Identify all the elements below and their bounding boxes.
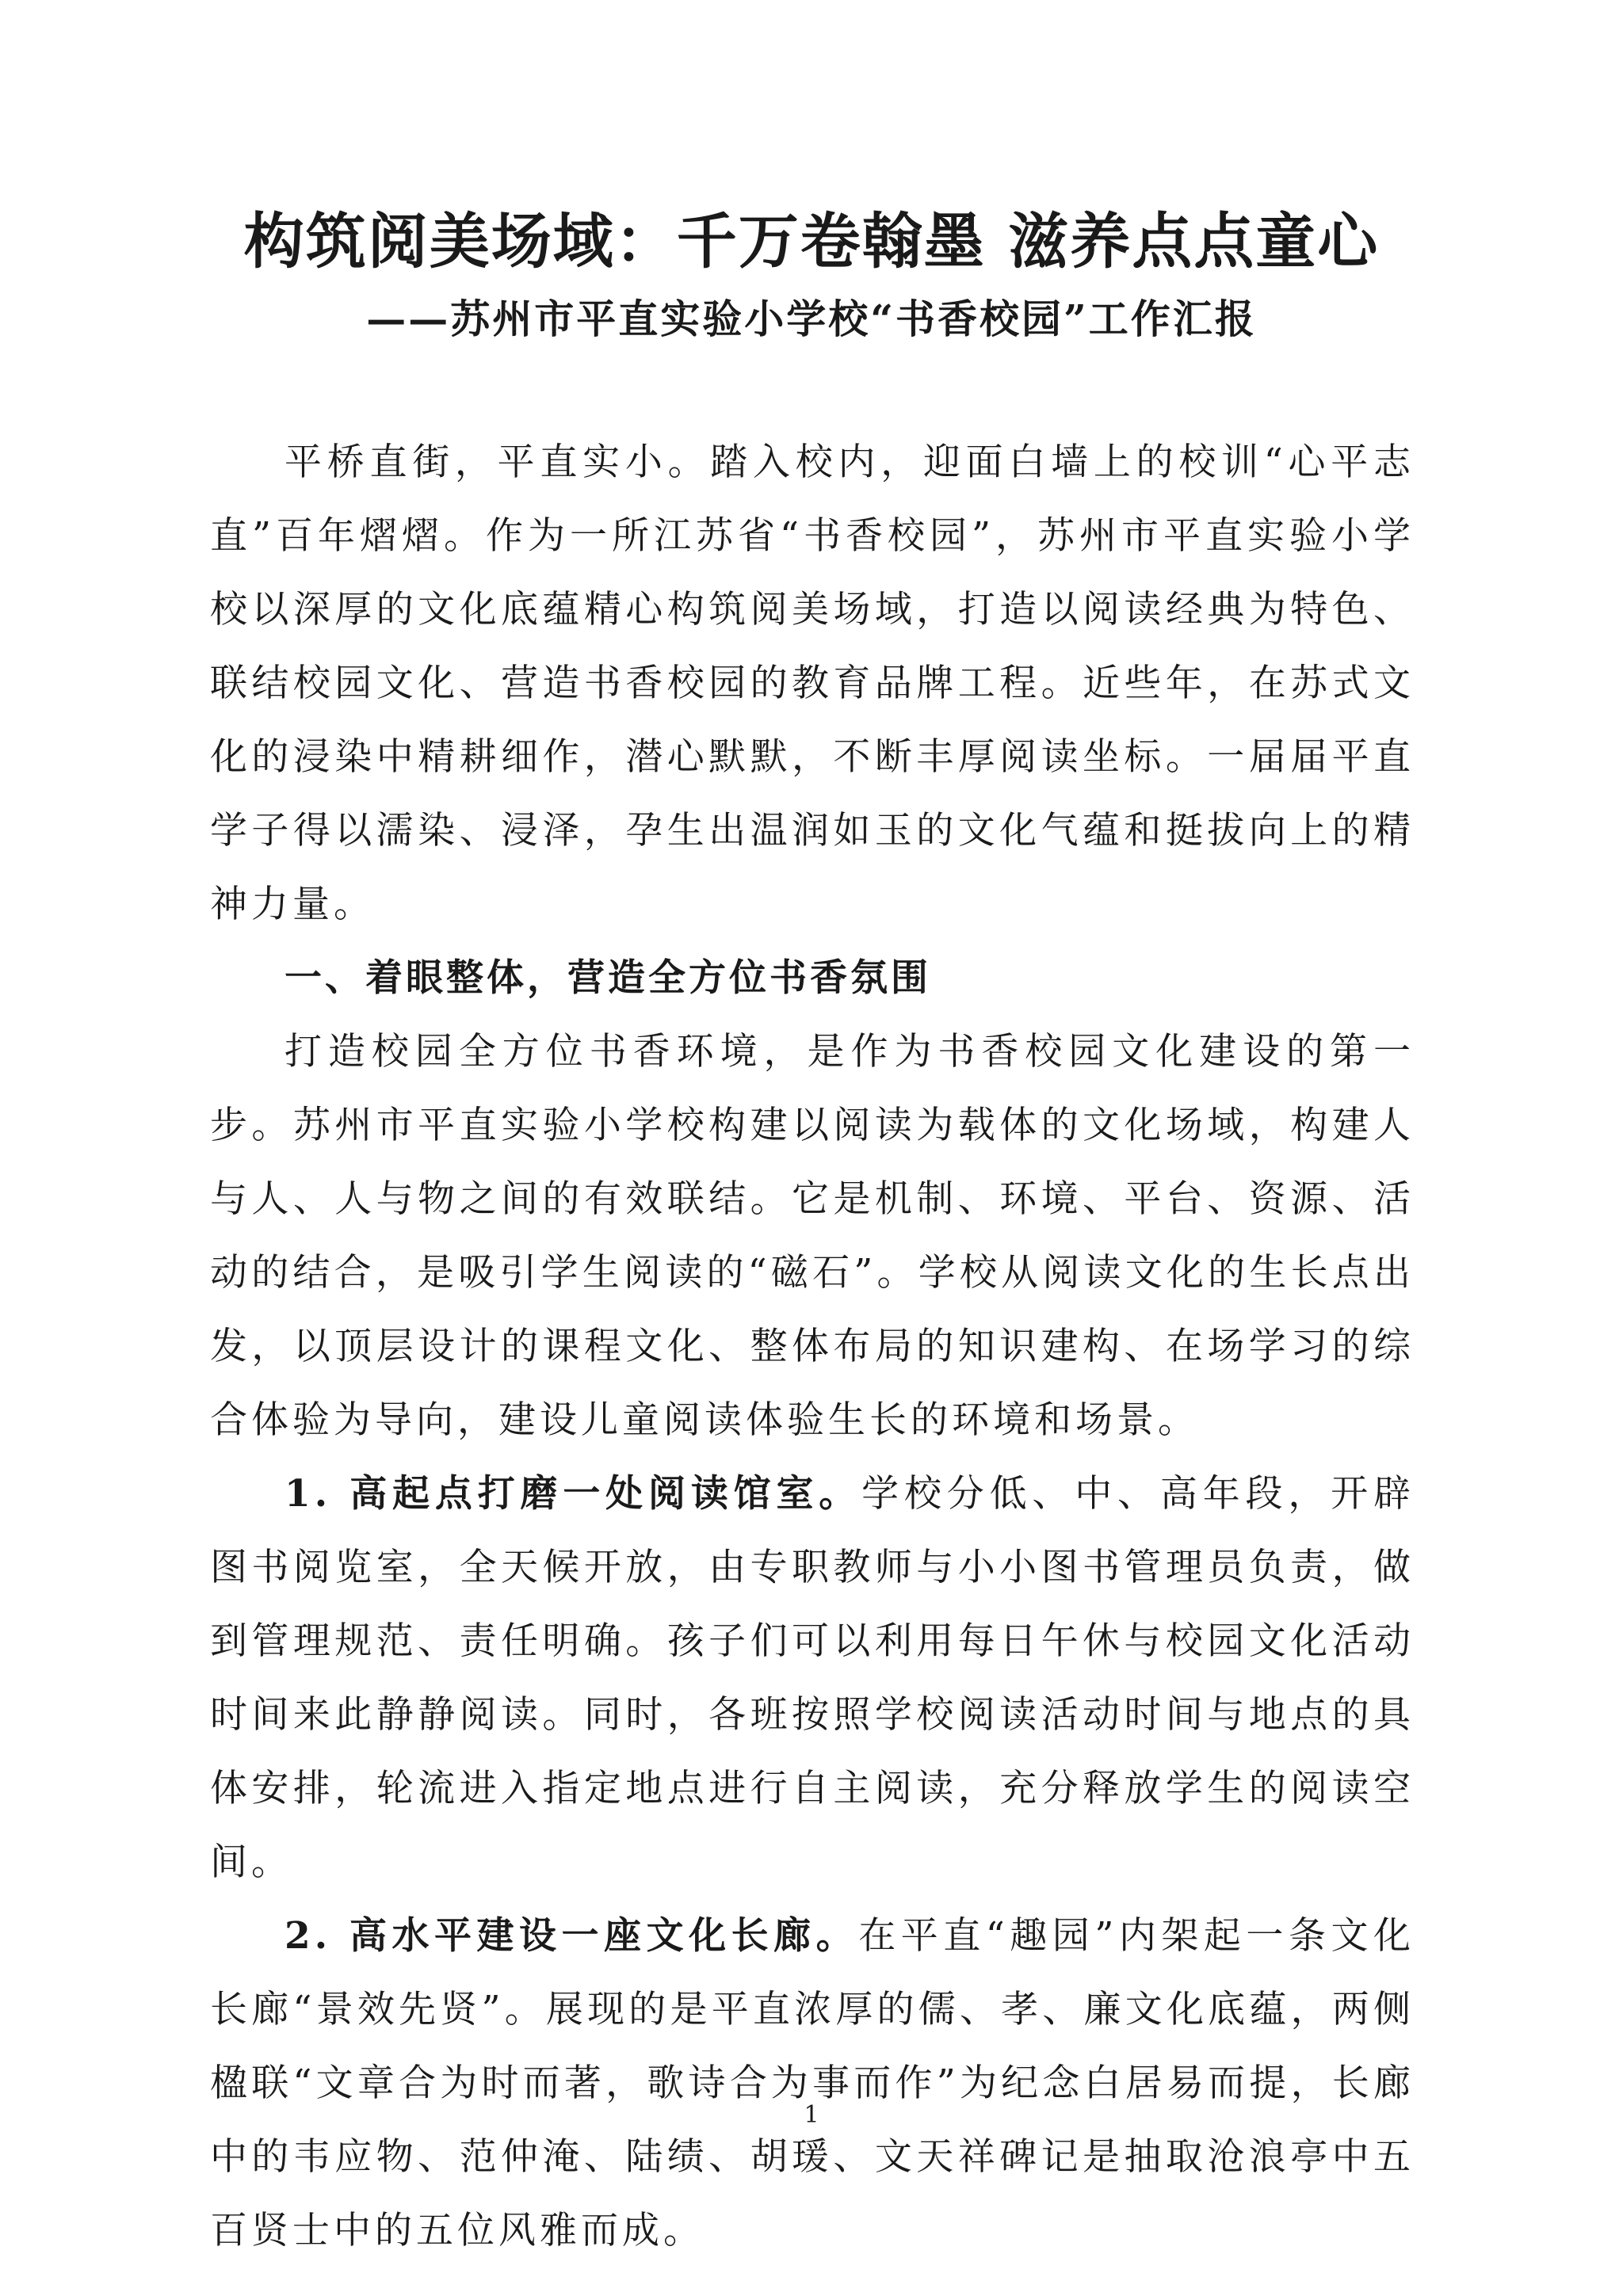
document-body: [210, 425, 1415, 2267]
page-number: 1: [804, 2101, 819, 2129]
item-body-2: 在平直“趣园”内架起一条文化长廊“景效先贤”。展现的是平直浓厚的儒、孝、廉文化底蕴，两侧楹联“文章合为时而著，歌诗合为事而作”为纪念白居易而提，长廊中的韦应物、范仲淹、陆绩、胡瑗、文天祥碑记是抽取沧浪亭中五百贤士中的五位风雅而成。: [210, 1914, 1415, 2252]
intro-paragraph: 平桥直街，平直实小。踏入校内，迎面白墙上的校训“心平志直”百年熠熠。作为一所江苏省“书香校园”，苏州市平直实验小学校以深厚的文化底蕴精心构筑阅美场域，打造以阅读经典为特色、联结校园文化、营造书香校园的教育品牌工程。近些年，在苏式文化的浸染中精耕细作，潜心默默，不断丰厚阅读坐标。一届届平直学子得以濡染、浸泽，孕生出温润如玉的文化气蕴和挺拔向上的精神力量。: [210, 441, 1415, 926]
item-lead-2: 2. 高水平建设一座文化长廊。: [285, 1914, 859, 1958]
section-heading: 一、着眼整体，营造全方位书香氛围: [285, 956, 931, 1000]
item-body-1: 学校分低、中、高年段，开辟图书阅览室，全天候开放，由专职教师与小小图书管理员负责，做到管理规范、责任明确。孩子们可以利用每日午休与校园文化活动时间来此静静阅读。同时，各班按照学校阅读活动时间与地点的具体安排，轮流进入指定地点进行自主阅读，充分释放学生的阅读空间。: [210, 1472, 1415, 1884]
document-subtitle: ——苏州市平直实验小学校“书香校园”工作汇报: [366, 296, 1257, 342]
item-lead-1: 1. 高起点打磨一处阅读馆室。: [285, 1472, 862, 1516]
section-paragraph: 打造校园全方位书香环境，是作为书香校园文化建设的第一步。苏州市平直实验小学校构建以阅读为载体的文化场域，构建人与人、人与物之间的有效联结。它是机制、环境、平台、资源、活动的结合，是吸引学生阅读的“磁石”。学校从阅读文化的生长点出发，以顶层设计的课程文化、整体布局的知识建构、在场学习的综合体验为导向，建设儿童阅读体验生长的环境和场景。: [210, 1030, 1415, 1442]
document-title: 构筑阅美场域：千万卷翰墨 滋养点点童心: [243, 206, 1380, 277]
item-paragraph-1: [210, 1457, 1415, 1899]
item-paragraph-2: [210, 1899, 1415, 2267]
